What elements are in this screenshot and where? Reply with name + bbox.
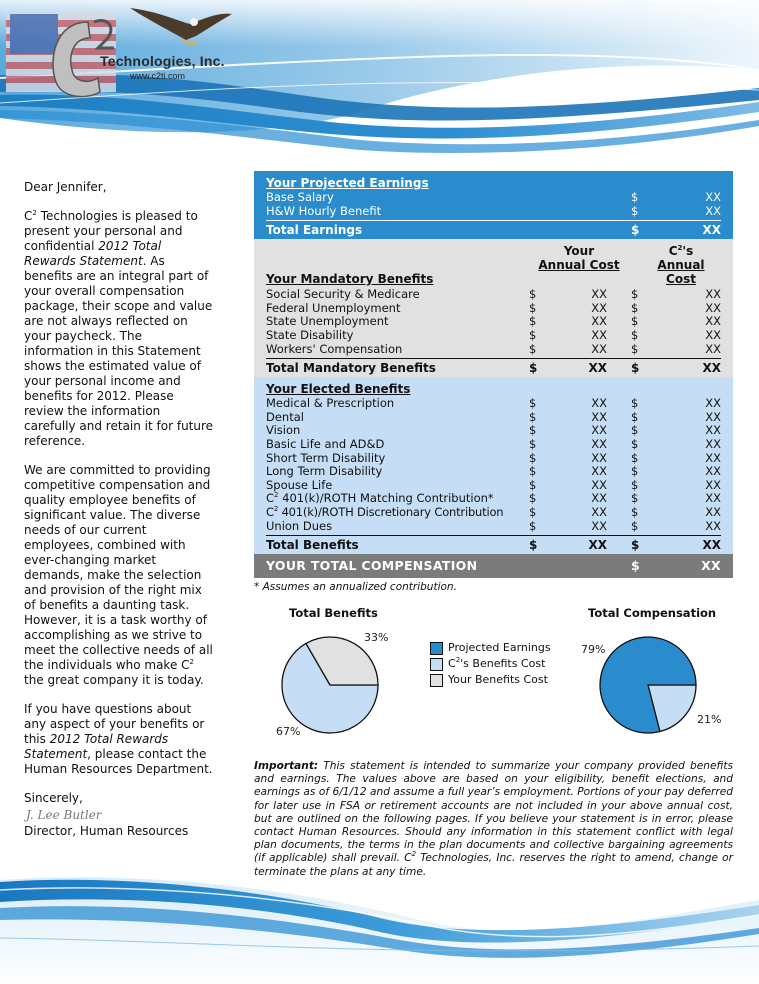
chart-title-total-compensation: Total Compensation — [588, 606, 717, 620]
table-row: Spouse Life $ XX $ XX — [266, 477, 721, 492]
letter-paragraph-2: We are committed to providing competitive compensation and quality employee benefits of significant value. The diverse needs of our current employees, combined with ever-changing market demands, make the selection and provision of the right mix of benefits a daunting task. However, it is a task worthy of accomplishing as we strive to meet the collective needs of all the individuals who make $C^2$ the great company it is today. — [24, 463, 213, 687]
total-compensation-label: YOUR TOTAL COMPENSATION — [266, 558, 478, 574]
table-row: State Unemployment $ XX $ XX — [266, 314, 721, 329]
pie-label-21: 21% — [697, 713, 722, 726]
pie-label-67: 67% — [276, 725, 301, 738]
table-row: Short Term Disability $ XX $ XX — [266, 450, 721, 465]
total-compensation-bar: YOUR TOTAL COMPENSATION $ XX — [254, 554, 733, 578]
table-row: Long Term Disability $ XX $ XX — [266, 464, 721, 479]
column-headers — [266, 244, 721, 286]
chart-legend — [430, 640, 551, 688]
legend-item-c2-benefits-cost: $C^2's$ Benefits Cost — [430, 656, 551, 672]
legend-swatch — [430, 658, 443, 671]
footnote: * Assumes an annualized contribution. — [254, 581, 457, 594]
pie-total-benefits — [282, 637, 378, 733]
charts-area — [254, 600, 733, 750]
table-row: Basic Life and AD&D $ XX $ XX — [266, 436, 721, 451]
table-row: H&W Hourly Benefit $ XX — [266, 203, 721, 218]
table-row: Base Salary $ XX — [266, 190, 721, 204]
total-mandatory-row: Total Mandatory Benefits $ XX $ XX — [266, 358, 721, 377]
table-row: State Disability $ XX $ XX — [266, 327, 721, 342]
header-banner — [0, 0, 759, 170]
section-heading: Your Mandatory Benefits — [266, 272, 434, 287]
table-row: $C^2$ 401(k)/ROTH Discretionary Contribution $ XX $ XX — [266, 504, 721, 519]
table-row: $C^2$ 401(k)/ROTH Matching Contribution* $ XX $ XX — [266, 491, 721, 506]
section-heading: Your Projected Earnings — [266, 176, 429, 190]
legend-item-your-benefits-cost: Your Benefits Cost — [430, 672, 551, 688]
important-notice: Important: This statement is intended to summarize your company provided benefits and earnings. The values above are based on your eligibility, benefit elections, and earnings as of 6/1/12 and assume a full year’s employment. Portions of your pay deferred for later use in FSA or retirement accounts are not included in your above annual cost, but are outlined on the following pages. If you believe your statement is in error, please contact Human Resources. Should any information in this statement conflict with legal plan documents, the terms in the plan documents and collective bargaining agreements (if applicable) shall prevail. $C^2$ Technologies, Inc. reserves the right to amend, change or terminate the plans at any time. — [254, 760, 733, 878]
table-row: Dental $ XX $ XX — [266, 409, 721, 424]
legend-swatch — [430, 674, 443, 687]
total-compensation-value: XX — [701, 558, 721, 574]
your-annual-cost-header: Your Annual Cost — [538, 244, 620, 273]
greeting: Dear Jennifer, — [24, 180, 107, 194]
table-row: Union Dues $ XX $ XX — [266, 518, 721, 533]
pie-label-33: 33% — [364, 631, 389, 644]
chart-title-total-benefits: Total Benefits — [289, 606, 378, 620]
closing: Sincerely, — [24, 791, 83, 805]
c2-annual-cost-header: $C^2's$ Annual Cost — [657, 244, 705, 287]
legend-item-projected-earnings: Projected Earnings — [430, 640, 551, 656]
rewards-statement-table — [254, 171, 733, 593]
pie-total-compensation — [600, 637, 696, 733]
legend-swatch — [430, 642, 443, 655]
table-row: Social Security & Medicare $ XX $ XX — [266, 287, 721, 302]
wave-banner-graphic — [0, 0, 759, 170]
table-row: Federal Unemployment $ XX $ XX — [266, 300, 721, 315]
pie-label-79: 79% — [581, 643, 606, 656]
mandatory-benefits-section — [254, 239, 733, 377]
letter-paragraph-3: If you have questions about any aspect of your benefits or this 2012 Total Rewards Statement, please contact the Human Resources Department. — [24, 702, 213, 776]
footer-wave-graphic — [0, 860, 759, 984]
projected-earnings-section — [254, 171, 733, 239]
table-row: Vision $ XX $ XX — [266, 423, 721, 438]
total-benefits-row: Total Benefits $ XX $ XX — [266, 535, 721, 554]
company-website[interactable]: www.c2ti.com — [130, 71, 186, 81]
letter-paragraph-1: $C^2$ Technologies is pleased to present your personal and confidential 2012 Total Rewards Statement. As benefits are an integral part of your overall compensation package, their scope and value are not always reflected on your paycheck. The information in this Statement shows the estimated value of your personal income and benefits for 2012. Please review the information carefully and retain it for future reference. — [24, 209, 214, 448]
total-earnings-row: Total Earnings $ XX — [266, 220, 721, 239]
signer-title: Director, Human Resources — [24, 824, 189, 838]
elected-benefits-section — [254, 377, 733, 554]
company-name: Technologies, Inc. — [100, 53, 225, 69]
signature: J. Lee Butler — [26, 808, 102, 822]
table-row: Workers' Compensation $ XX $ XX — [266, 341, 721, 356]
table-row: Medical & Prescription $ XX $ XX — [266, 396, 721, 411]
cover-letter — [24, 180, 214, 839]
section-heading: Your Elected Benefits — [266, 382, 411, 397]
